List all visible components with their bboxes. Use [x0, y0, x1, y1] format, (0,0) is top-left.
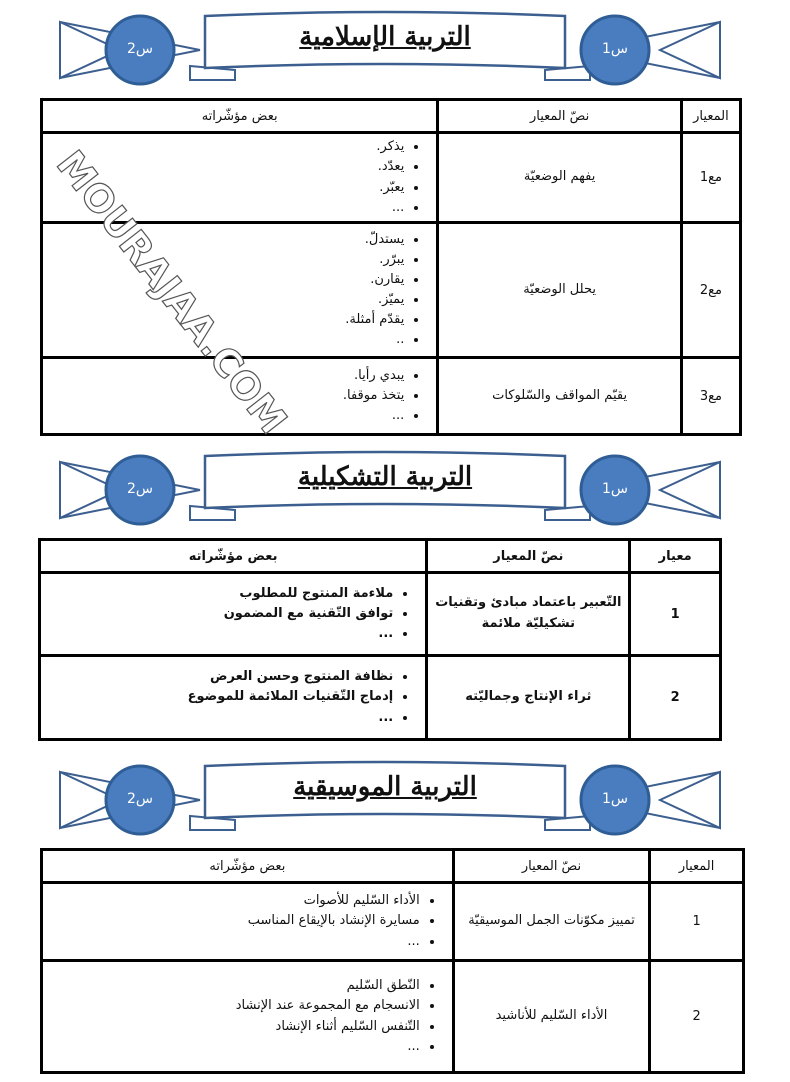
criterion-text: يحلل الوضعيّة — [438, 223, 682, 358]
indicator-item: • يتخذ موقفا. — [49, 386, 404, 406]
column-header: نصّ المعيار — [453, 850, 649, 883]
circle-label-left: س2 — [126, 41, 153, 57]
criterion-text: يفهم الوضعيّة — [438, 133, 682, 223]
section-title: التربية الإسلامية — [299, 22, 471, 52]
criterion-id: مع1 — [681, 133, 740, 223]
section-banner — [0, 448, 790, 528]
criteria-table — [40, 848, 745, 1074]
criteria-table — [40, 98, 742, 443]
table-header-row — [42, 100, 741, 133]
column-header: المعيار — [650, 850, 744, 883]
table-row — [42, 133, 741, 223]
section-banner — [0, 8, 790, 88]
circle-label-right: س1 — [601, 791, 628, 807]
criterion-indicators — [42, 961, 454, 1073]
indicator-item: • التّنفس السّليم أثناء الإنشاد — [49, 1017, 420, 1037]
indicator-item: • ... — [49, 198, 404, 218]
column-header: معيار — [630, 540, 721, 573]
table-row — [40, 573, 721, 656]
indicator-item: • ... — [49, 932, 420, 952]
indicator-item: • يبدي رأيا. — [49, 366, 404, 386]
indicator-item: • ... — [47, 708, 393, 728]
criterion-id: 1 — [630, 573, 721, 656]
criterion-id: مع2 — [681, 223, 740, 358]
criterion-indicators — [40, 573, 427, 656]
indicator-item: • ملاءمة المنتوج للمطلوب — [47, 584, 393, 604]
column-header: بعض مؤشّراته — [42, 850, 454, 883]
criterion-text: ثراء الإنتاج وجماليّته — [427, 656, 630, 740]
criterion-indicators — [42, 133, 438, 223]
criterion-indicators — [42, 358, 438, 435]
indicator-item: • الانسجام مع المجموعة عند الإنشاد — [49, 996, 420, 1016]
criterion-id: 2 — [630, 656, 721, 740]
table-row — [40, 656, 721, 740]
column-header: نصّ المعيار — [427, 540, 630, 573]
column-header: المعيار — [681, 100, 740, 133]
indicator-item: • ... — [49, 1037, 420, 1057]
indicator-item: • إدماج التّقنيات الملائمة للموضوع — [47, 687, 393, 707]
criterion-text: يقيّم المواقف والسّلوكات — [438, 358, 682, 435]
column-header: بعض مؤشّراته — [42, 100, 438, 133]
column-header: بعض مؤشّراته — [40, 540, 427, 573]
criterion-id: 2 — [650, 961, 744, 1073]
criterion-id: 1 — [650, 883, 744, 961]
column-header: نصّ المعيار — [438, 100, 682, 133]
section-title: التربية الموسيقية — [293, 772, 477, 802]
indicator-item: • نظافة المنتوج وحسن العرض — [47, 667, 393, 687]
table-header-row — [42, 850, 744, 883]
criterion-id: مع3 — [681, 358, 740, 435]
table-row — [42, 223, 741, 358]
table-row — [42, 358, 741, 435]
criterion-text: التّعبير باعتماد مبادئ وتقنيات تشكيليّة ملائمة — [427, 573, 630, 656]
circle-label-right: س1 — [601, 481, 628, 497]
indicator-item: • يقارن. — [49, 270, 404, 290]
indicator-item: • ... — [47, 624, 393, 644]
indicator-item: • ... — [49, 406, 404, 426]
indicator-item: • يذكر. — [49, 137, 404, 157]
criterion-indicators — [40, 656, 427, 740]
criterion-text: تمييز مكوّنات الجمل الموسيقيّة — [453, 883, 649, 961]
indicator-item: • مسايرة الإنشاد بالإيقاع المناسب — [49, 911, 420, 931]
indicator-item: • الأداء السّليم للأصوات — [49, 891, 420, 911]
indicator-item: • يعبّر. — [49, 178, 404, 198]
indicator-item: • يعدّد. — [49, 157, 404, 177]
circle-label-right: س1 — [601, 41, 628, 57]
indicator-item: • يميّز. — [49, 290, 404, 310]
indicator-item: • .. — [49, 330, 404, 350]
criteria-table — [38, 538, 722, 741]
table-row — [42, 883, 744, 961]
watermark: MOURAJAA.COM — [48, 142, 296, 443]
criterion-text: الأداء السّليم للأناشيد — [453, 961, 649, 1073]
criterion-indicators — [42, 223, 438, 358]
indicator-item: • يستدلّ. — [49, 230, 404, 250]
indicator-item: • يقدّم أمثلة. — [49, 310, 404, 330]
section-title: التربية التشكيلية — [297, 462, 473, 492]
indicator-item: • توافق التّقنية مع المضمون — [47, 604, 393, 624]
table-header-row — [40, 540, 721, 573]
indicator-item: • يبرّر. — [49, 250, 404, 270]
table-row — [42, 961, 744, 1073]
indicator-item: • النّطق السّليم — [49, 976, 420, 996]
section-banner — [0, 758, 790, 838]
circle-label-left: س2 — [126, 481, 153, 497]
criterion-indicators — [42, 883, 454, 961]
circle-label-left: س2 — [126, 791, 153, 807]
